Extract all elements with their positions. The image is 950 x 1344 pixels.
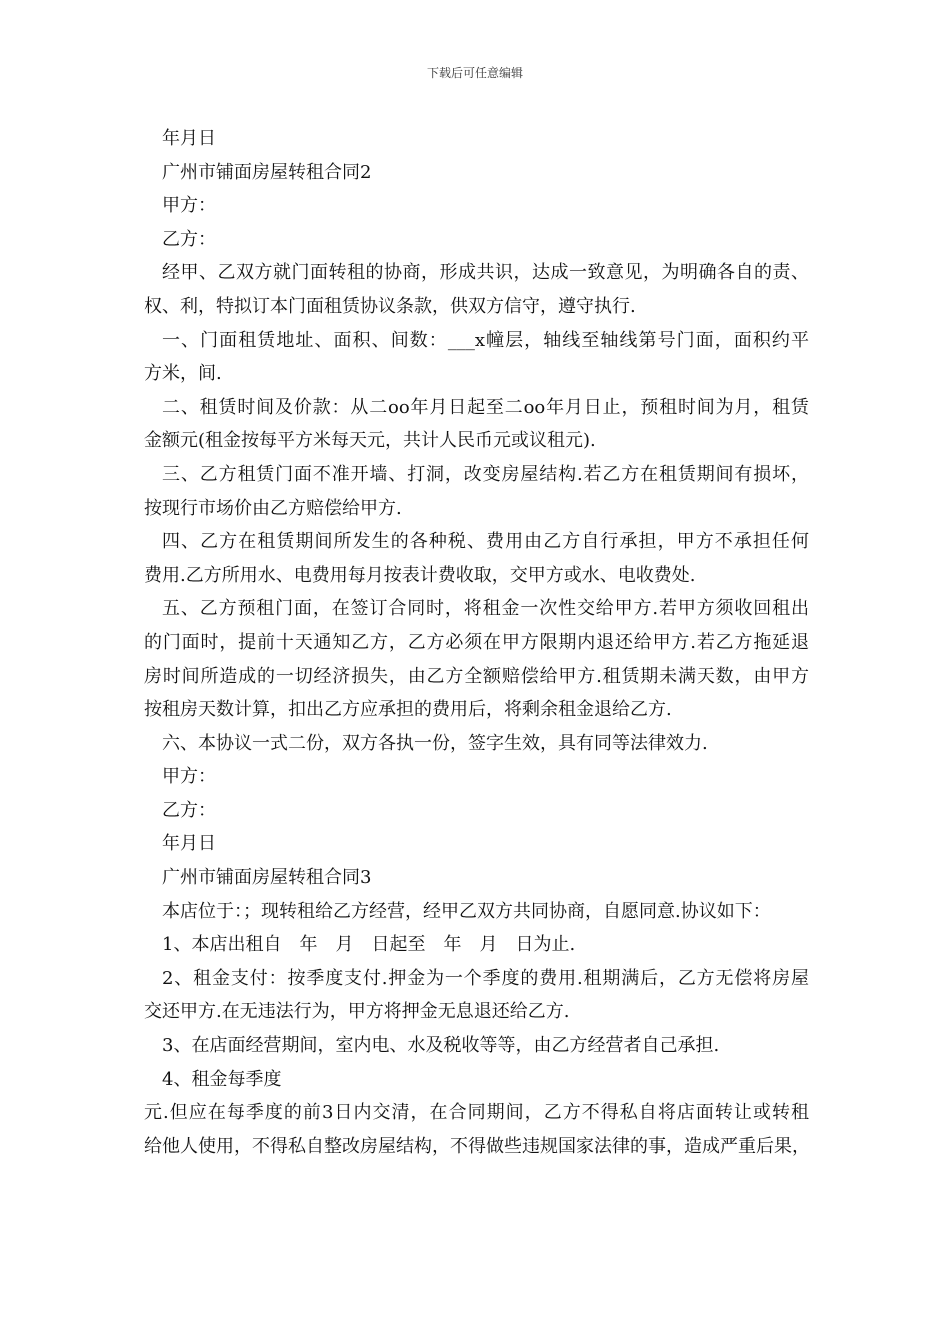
paragraph-line: 给他人使用，不得私自整改房屋结构，不得做些违规国家法律的事，造成严重后果， xyxy=(144,1135,810,1157)
paragraph-line: 年月日 xyxy=(162,128,216,149)
paragraph-line: 五、乙方预租门面，在签订合同时，将租金一次性交给甲方.若甲方须收回租出 xyxy=(162,598,809,620)
paragraph-line: 三、乙方租赁门面不准开墙、打洞，改变房屋结构.若乙方在租赁期间有损坏， xyxy=(162,463,809,485)
paragraph-line: 按租房天数计算，扣出乙方应承担的费用后，将剩余租金退给乙方. xyxy=(144,699,672,721)
paragraph-line: 年月日 xyxy=(162,833,216,855)
paragraph-line: 广州市铺面房屋转租合同3 xyxy=(162,867,372,889)
page-header: 下载后可任意编辑 xyxy=(426,66,523,80)
paragraph-line: 权、利，特拟订本门面租赁协议条款，供双方信守，遵守执行. xyxy=(144,295,636,317)
paragraph-line: 二、租赁时间及价款：从二oo年月日起至二oo年月日止，预租时间为月，租赁 xyxy=(162,396,809,418)
paragraph-line: 四、乙方在租赁期间所发生的各种税、费用由乙方自行承担，甲方不承担任何 xyxy=(162,531,809,553)
paragraph-line: 金额元(租金按每平方米每天元，共计人民币元或议租元). xyxy=(144,430,596,452)
paragraph-line: 经甲、乙双方就门面转租的协商，形成共识，达成一致意见，为明确各自的责、 xyxy=(162,262,809,284)
paragraph-line: 乙方： xyxy=(162,228,216,250)
paragraph-line: 房时间所造成的一切经济损失，由乙方全额赔偿给甲方.租赁期未满天数，由甲方 xyxy=(144,665,809,687)
paragraph-line: 乙方： xyxy=(162,799,216,821)
paragraph-line: 甲方： xyxy=(162,195,216,217)
paragraph-line: 一、门面租赁地址、面积、间数：___x幢层，轴线至轴线第号门面，面积约平 xyxy=(162,329,809,351)
document-body xyxy=(144,122,809,1163)
paragraph-line: 交还甲方.在无违法行为，甲方将押金无息退还给乙方. xyxy=(144,1001,570,1023)
paragraph-line: 甲方： xyxy=(162,766,216,788)
paragraph-line: 按现行市场价由乙方赔偿给甲方. xyxy=(144,497,402,519)
paragraph-line: 的门面时，提前十天通知乙方，乙方必须在甲方限期内退还给甲方.若乙方拖延退 xyxy=(144,631,809,653)
paragraph-line: 本店位于：；现转租给乙方经营，经甲乙双方共同协商，自愿同意.协议如下： xyxy=(162,900,771,922)
paragraph-line: 费用.乙方所用水、电费用每月按表计费收取，交甲方或水、电收费处. xyxy=(144,564,696,586)
paragraph-line: 元.但应在每季度的前3日内交清，在合同期间，乙方不得私自将店面转让或转租 xyxy=(144,1102,809,1124)
paragraph-line: 4、租金每季度 xyxy=(162,1068,282,1090)
paragraph-line: 2、租金支付：按季度支付.押金为一个季度的费用.租期满后，乙方无偿将房屋 xyxy=(162,967,809,989)
paragraph-line: 广州市铺面房屋转租合同2 xyxy=(162,161,372,183)
paragraph-line: 3、在店面经营期间，室内电、水及税收等等，由乙方经营者自己承担. xyxy=(162,1035,720,1057)
paragraph-line: 1、本店出租自 年 月 日起至 年 月 日为止. xyxy=(162,934,576,956)
paragraph-line: 六、本协议一式二份，双方各执一份，签字生效，具有同等法律效力. xyxy=(162,732,708,754)
paragraph-line: 方米，间. xyxy=(144,363,222,385)
